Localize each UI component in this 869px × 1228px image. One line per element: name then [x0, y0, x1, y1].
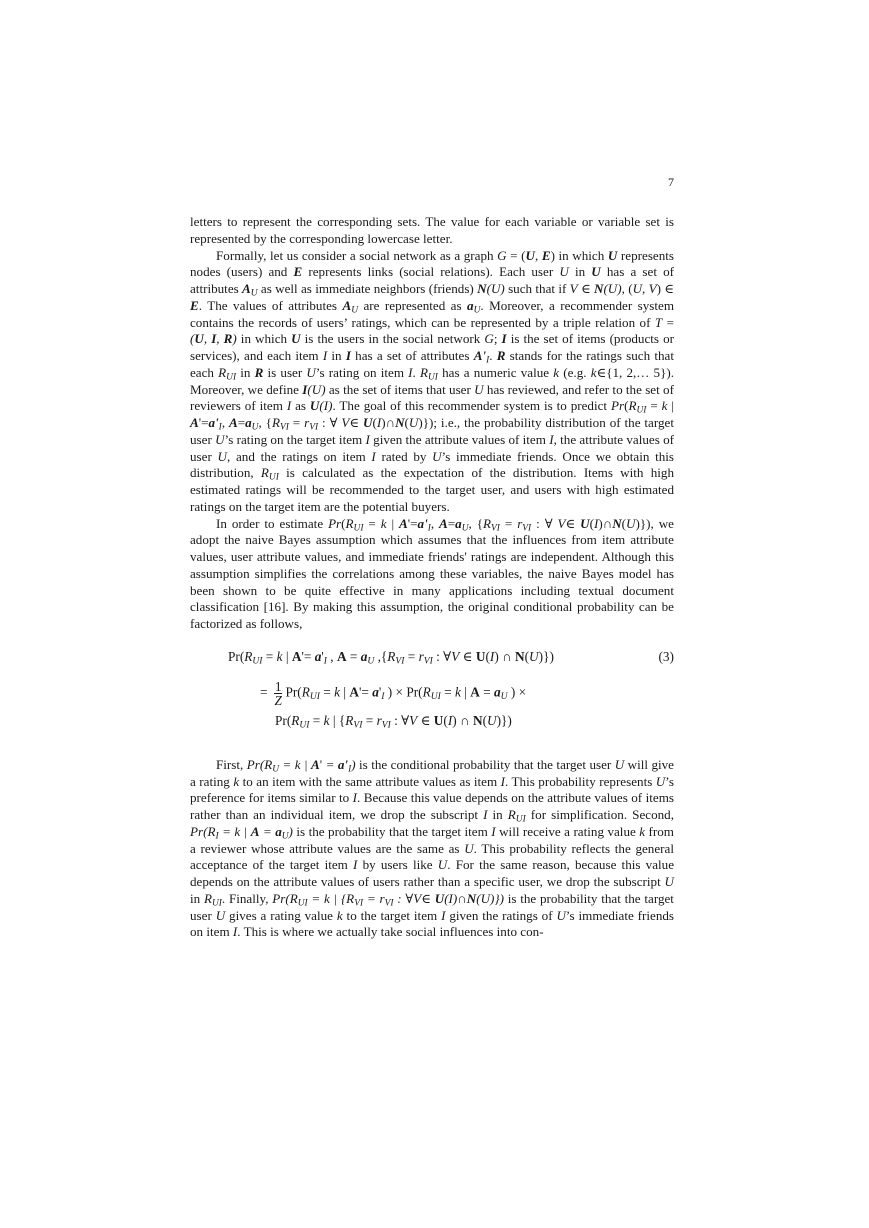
equation-number: (3) — [658, 648, 674, 664]
paragraph-naive-bayes: In order to estimate $Pr(R_{UI} = k$ | $A'=a'_I$, $A=a_U$, {$R_{VI} = r_{VI}$ : ∀ V∈ U(I)∩N(U)}), we adopt the naive Bayes assumption which assumes that the influences from item attribute values, user attribute values, and immediate friends' ratings are independent. Although this assumption simplifies the correlations among these variables, the naive Bayes model has been shown to be quite effective in many applications including textual document classification [16]. By making this assumption, the original conditional probability can be factorized as follows, — [190, 515, 674, 631]
equation-line: = $\frac{1}{Z}$ $Pr(R_{UI} = k$ | $A'= a'_I$ ) × $Pr(R_{UI} = k$ | $A = a_U$ ) × — [260, 678, 527, 708]
paragraph-sets-notation: letters to represent the corresponding sets. The value for each variable or variable set is represented by the corresponding lowercase letter. — [190, 214, 674, 246]
paragraph-formal-definition: Formally, let us consider a social network as a graph G = (U, E) in which U represents nodes (users) and E represents links (social relations). Each user U in U has a set of attributes $A_U$ as well as immediate neighbors (friends) N(U) such that if V ∈ N(U), (U, V) ∈ E. The values of attributes $A_U$ are represented as $a_U$. Moreover, a recommender system contains the records of users’ ratings, which can be represented by a triple relation of T = (U, I, R) in which U is the users in the social network G; I is the set of items (products or services), and each item I in I has a set of attributes $A'_I$. R stands for the ratings such that each $R_{UI}$ in R is user U’s rating on item I. $R_{UI}$ has a numeric value k (e.g. k∈{1, 2,… 5}). Moreover, we define I(U) as the set of items that user U has reviewed, and refer to the set of reviewers of item I as U(I). The goal of this recommender system is to predict $Pr(R_{UI} = k$ | $A'=a'_I$, $A=a_U$, {$R_{VI} = r_{VI}$ : ∀ V∈ U(I)∩N(U)}); i.e., the probability distribution of the target user U’s rating on the target item I given the attribute values of item I, the attribute values of user U, and the ratings on item I rated by U’s immediate friends. Once we obtain this distribution, $R_{UI}$ is calculated as the expectation of the distribution. Items with high estimated ratings will be recommended to the target user, and users with high estimated ratings on the target item are the potential buyers. — [190, 247, 675, 514]
equation-line: $Pr(R_{UI} = k$ | $A'= a'_I$ , $A = a_U$ $,\{R_{VI} = r_{VI}$ : ∀V ∈ U(I) ∩ N(U)}) — [228, 648, 554, 667]
page-body — [190, 214, 674, 941]
page-number: 7 — [668, 175, 674, 189]
paragraph-factor-explanation: First, $Pr(R_U = k$ | $A' = a'_I$) is the conditional probability that the target user U will give a rating k to an item with the same attribute values as item I. This probability represents U’s preference for items similar to I. Because this value depends on the attribute values of items rather than an individual item, we drop the subscript I in $R_{UI}$ for simplification. Second, $Pr(R_I = k$ | $A = a_U$) is the probability that the target item I will receive a rating value k from a reviewer whose attribute values are the same as U. This probability reflects the general acceptance of the target item I by users like U. For the same reason, because this value depends on the attribute values of users rather than a specific user, we drop the subscript U in $R_{UI}$. Finally, $Pr(R_{UI} = k$ | {$R_{VI} = r_{VI}$ : ∀V∈ U(I)∩N(U)}) is the probability that the target user U gives a rating value k to the target item I given the ratings of U’s immediate friends on item I. This is where we actually take social influences into con- — [190, 756, 675, 940]
equation-line: $Pr(R_{UI} = k$ | {$R_{VI} = r_{VI}$ : ∀V ∈ U(I) ∩ N(U)}) — [275, 712, 512, 731]
equation-3 — [190, 643, 674, 757]
